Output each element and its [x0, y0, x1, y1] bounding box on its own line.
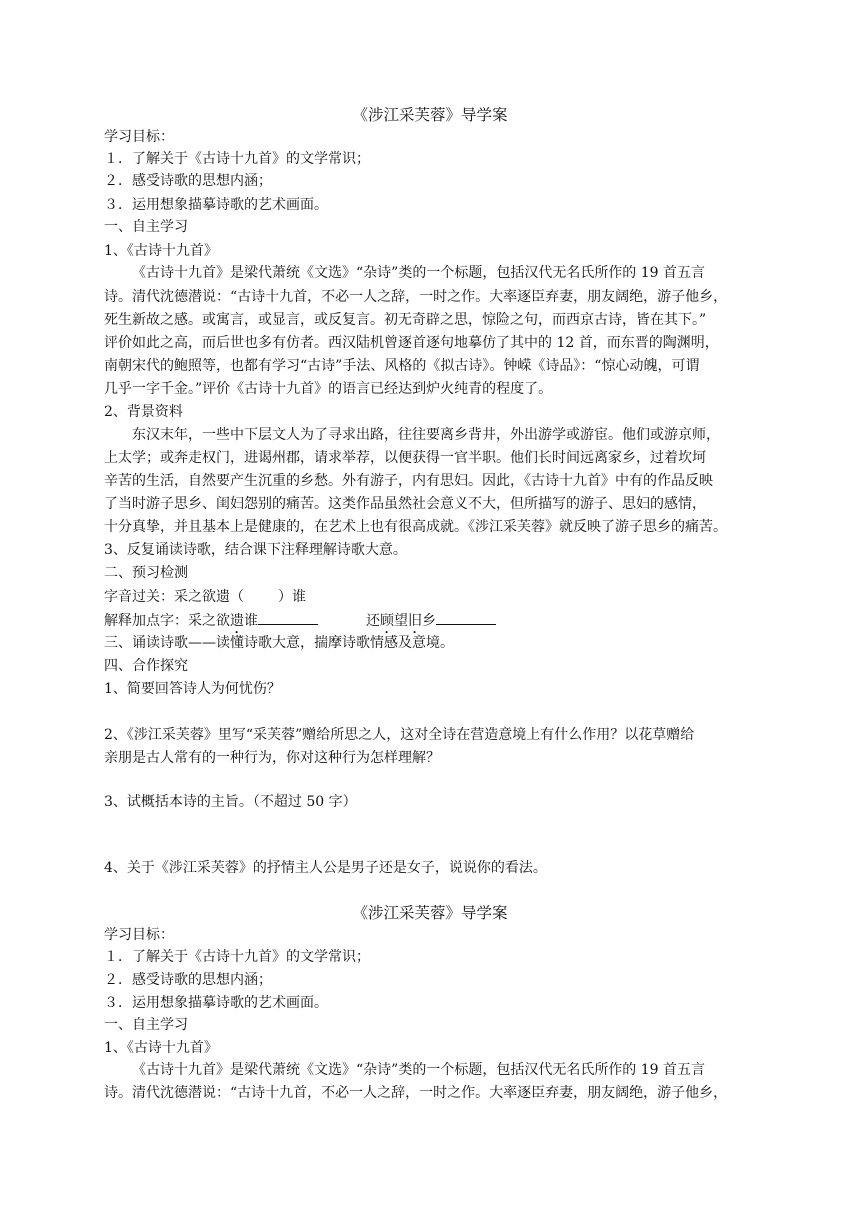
pronunciation-prefix: 字音过关：采之欲遗（: [104, 589, 244, 605]
paragraph-line: 南朝宋代的鲍照等，也都有学习“古诗”手法、风格的《拟古诗》。钟嵘《诗品》：“惊心动魄，可谓: [104, 358, 700, 374]
section-heading: 一、自主学习: [104, 1017, 188, 1033]
explanation-b-mid: 望: [394, 613, 408, 629]
pronunciation-question: [104, 586, 768, 608]
answer-blank[interactable]: [436, 609, 496, 625]
explanation-mid: 谁: [244, 613, 258, 629]
pronunciation-suffix: ）谁: [278, 589, 306, 605]
paragraph-line: 上太学；或奔走权门，进谒州郡，请求举荐，以便获得一官半职。他们长时间远离家乡，过着坎坷: [104, 450, 706, 466]
paragraph-line: 《古诗十九首》是梁代萧统《文选》“杂诗”类的一个标题，包括汉代无名氏所作的 19 首五言: [132, 1062, 706, 1078]
paragraph-line: 死生新故之感。或寓言，或显言，或反复言。初无奇辟之思，惊险之句，而西京古诗，皆在其下。”: [104, 312, 707, 328]
section-heading: 四、合作探究: [104, 658, 188, 674]
item-heading: 3、反复诵读诗歌，结合课下注释理解诗歌大意。: [104, 542, 407, 558]
section-heading: 一、自主学习: [104, 219, 188, 235]
question: 1、简要回答诗人为何忧伤？: [104, 681, 281, 697]
paragraph-line: 几乎一字千金。”评价《古诗十九首》的语言已经达到炉火纯青的程度了。: [104, 381, 553, 397]
goals-heading: 学习目标：: [104, 129, 174, 145]
paragraph-line: 《古诗十九首》是梁代萧统《文选》“杂诗”类的一个标题，包括汉代无名氏所作的 19 首五言: [132, 265, 706, 281]
paragraph-line: 十分真挚，并且基本上是健康的，在艺术上也有很高成就。《涉江采芙蓉》就反映了游子思乡的痛苦。: [104, 519, 727, 535]
goal-item: ２．感受诗歌的思想内涵；: [104, 173, 272, 189]
paragraph-line: 诗。清代沈德潜说：“古诗十九首，不必一人之辞，一时之作。大率逐臣弃妻，朋友阔绝，游子他乡，: [104, 289, 728, 305]
section-heading: 三、诵读诗歌——读懂诗歌大意，揣摩诗歌情感及意境。: [104, 635, 454, 651]
paragraph-line: 了当时游子思乡、闺妇怨别的痛苦。这类作品虽然社会意义不大，但所描写的游子、思妇的感情，: [104, 496, 706, 512]
explanation-b-prefix: 还: [366, 613, 380, 629]
question: 亲朋是古人常有的一种行为，你对这种行为怎样理解？: [104, 750, 440, 766]
explanation-prefix: 解释加点字：采之欲: [104, 613, 230, 629]
question: 2、《涉江采芙蓉》里写“采芙蓉”赠给所思之人，这对全诗在营造意境上有什么作用？以花草赠给: [104, 727, 695, 743]
dotted-character: 旧: [408, 613, 422, 629]
item-heading: 1、《古诗十九首》: [104, 243, 218, 259]
item-heading: 1、《古诗十九首》: [104, 1040, 218, 1056]
question: 3、试概括本诗的主旨。（不超过 50 字）: [104, 794, 357, 810]
dotted-character: 顾: [380, 613, 394, 629]
doc-title: 《涉江采芙蓉》导学案: [352, 904, 508, 922]
item-heading: 2、背景资料: [104, 404, 183, 420]
paragraph-line: 东汉末年，一些中下层文人为了寻求出路，往往要离乡背井，外出游学或游宦。他们或游京师，: [132, 427, 720, 443]
goal-item: ３．运用想象描摹诗歌的艺术画面。: [104, 197, 328, 213]
section-heading: 二、预习检测: [104, 565, 188, 581]
goal-item: ３．运用想象描摹诗歌的艺术画面。: [104, 995, 328, 1011]
doc-title: 《涉江采芙蓉》导学案: [352, 106, 508, 124]
question: 4、关于《涉江采芙蓉》的抒情主人公是男子还是女子，说说你的看法。: [104, 860, 547, 876]
goals-heading: 学习目标：: [104, 927, 174, 943]
goal-item: １．了解关于《古诗十九首》的文学常识；: [104, 151, 370, 167]
paragraph-line: 评价如此之高，而后世也多有仿者。西汉陆机曾逐首逐句地摹仿了其中的 12 首，而东晋的陶渊明，: [104, 335, 719, 351]
answer-blank[interactable]: [258, 609, 318, 625]
paragraph-line: 辛苦的生活，自然要产生沉重的乡愁。外有游子，内有思妇。因此，《古诗十九首》中有的作品反映: [104, 473, 713, 489]
goal-item: ２．感受诗歌的思想内涵；: [104, 972, 272, 988]
explanation-b-suffix: 乡: [422, 613, 436, 629]
paragraph-line: 诗。清代沈德潜说：“古诗十九首，不必一人之辞，一时之作。大率逐臣弃妻，朋友阔绝，游子他乡，: [104, 1085, 728, 1101]
dotted-character: 遗: [230, 613, 244, 629]
goal-item: １．了解关于《古诗十九首》的文学常识；: [104, 949, 370, 965]
